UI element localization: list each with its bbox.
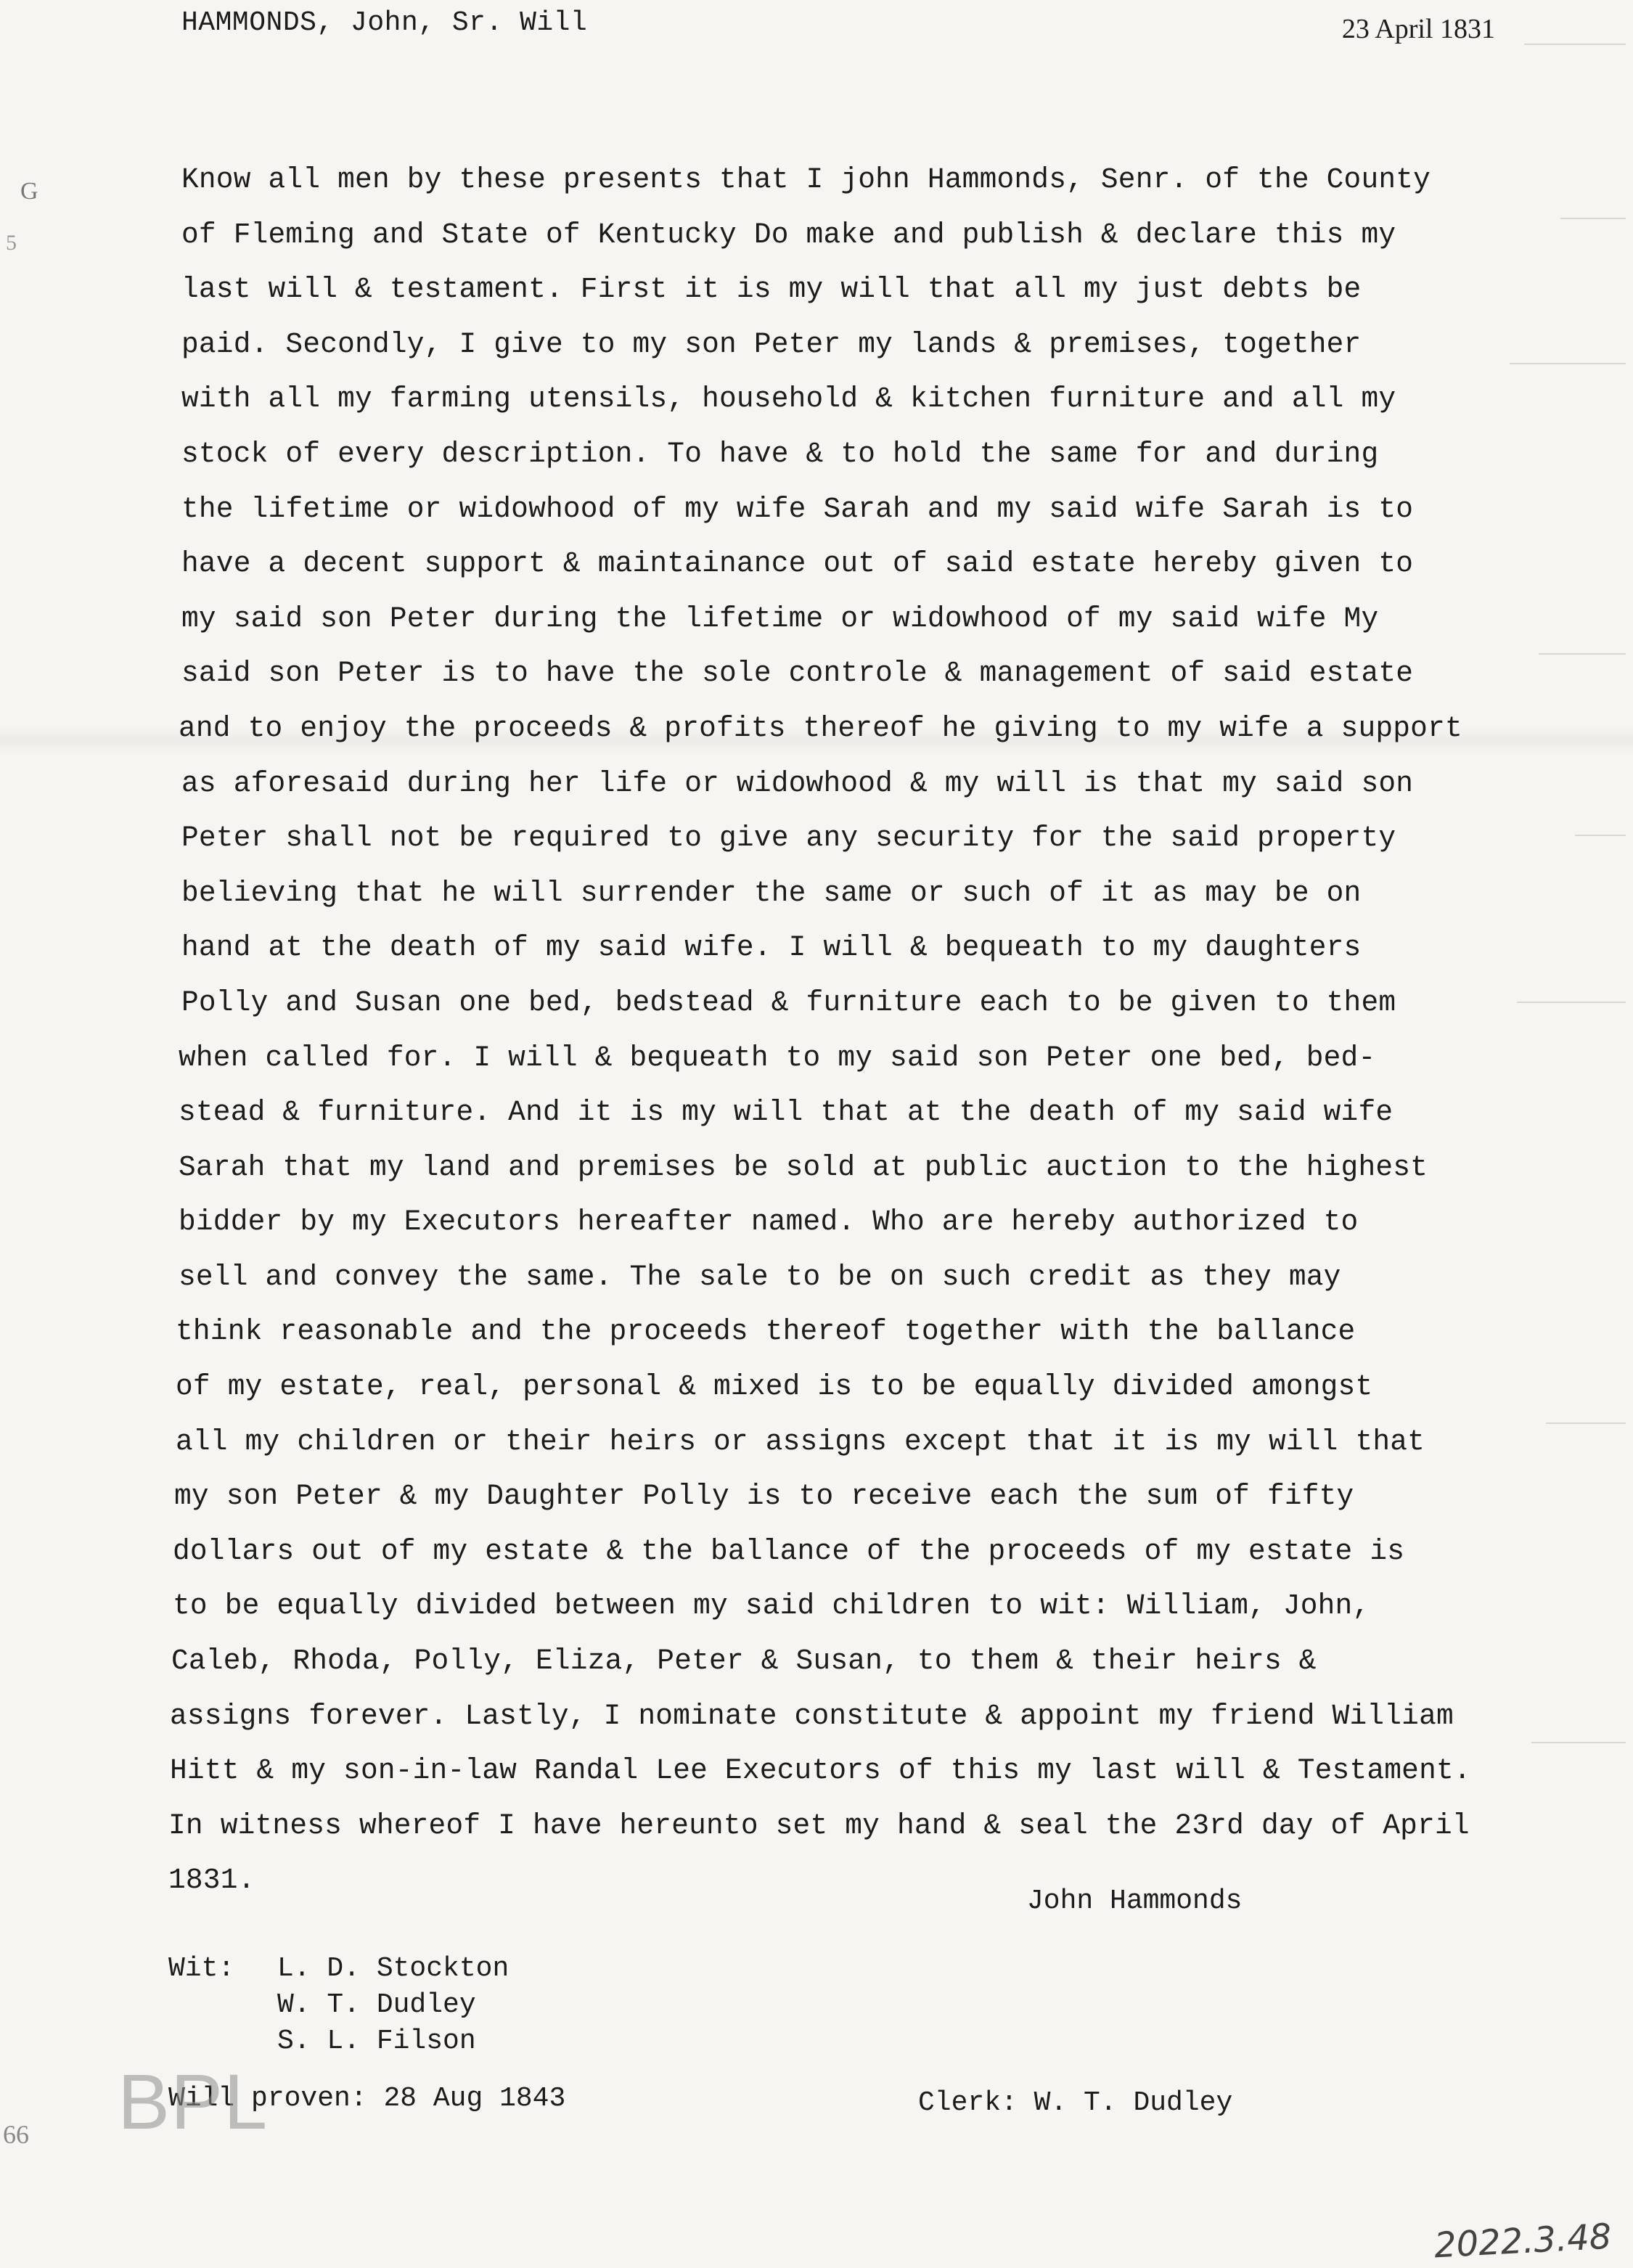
body-line: Know all men by these presents that I john Hammonds, Senr. of the County xyxy=(181,163,1431,196)
body-line: with all my farming utensils, household & kitchen furniture and all my xyxy=(181,382,1396,416)
body-line: In witness whereof I have hereunto set my hand & seal the 23rd day of April xyxy=(168,1809,1470,1842)
body-line: of my estate, real, personal & mixed is to be equally divided amongst xyxy=(176,1370,1373,1404)
body-line: my son Peter & my Daughter Polly is to receive each the sum of fifty xyxy=(174,1480,1354,1513)
body-line: last will & testament. First it is my will that all my just debts be xyxy=(181,273,1362,306)
body-line: Peter shall not be required to give any security for the said property xyxy=(181,822,1396,855)
body-line: hand at the death of my said wife. I will & bequeath to my daughters xyxy=(181,931,1362,965)
body-line: of Fleming and State of Kentucky Do make and publish & declare this my xyxy=(181,218,1396,251)
will-body-text xyxy=(168,152,1546,1908)
witness-name: W. T. Dudley xyxy=(277,1989,476,2021)
margin-mark-s: 5 xyxy=(6,231,17,255)
body-line: believing that he will surrender the same or such of it as may be on xyxy=(181,876,1362,909)
body-line: stock of every description. To have & to hold the same for and during xyxy=(181,437,1379,470)
witness-block xyxy=(168,1951,509,2060)
body-line: my said son Peter during the lifetime or widowhood of my said wife My xyxy=(181,602,1379,635)
document-date: 23 April 1831 xyxy=(1341,14,1495,44)
clerk-name: Clerk: W. T. Dudley xyxy=(918,2087,1233,2118)
body-line: stead & furniture. And it is my will that at the death of my said wife xyxy=(179,1096,1393,1129)
body-line: all my children or their heirs or assigns except that it is my will that xyxy=(176,1425,1425,1458)
witness-name: S. L. Filson xyxy=(277,2026,476,2057)
accession-number: 2022.3.48 xyxy=(1433,2216,1613,2267)
body-line: Hitt & my son-in-law Randal Lee Executors of this my last will & Testament. xyxy=(170,1754,1471,1788)
will-proven-date: Will proven: 28 Aug 1843 xyxy=(168,2083,566,2114)
body-line: as aforesaid during her life or widowhood & my will is that my said son xyxy=(181,766,1414,800)
body-line: have a decent support & maintainance out of said estate hereby given to xyxy=(181,547,1414,581)
body-line: sell and convey the same. The sale to be on such credit as they may xyxy=(179,1260,1341,1293)
body-line: assigns forever. Lastly, I nominate constitute & appoint my friend William xyxy=(170,1699,1454,1732)
bpl-watermark: BPL xyxy=(118,2058,269,2145)
body-line: Sarah that my land and premises be sold at public auction to the highest xyxy=(179,1150,1428,1184)
witness-label: Wit: xyxy=(168,1953,235,1984)
document-title: HAMMONDS, John, Sr. Will xyxy=(181,7,588,38)
body-line: to be equally divided between my said children to wit: William, John, xyxy=(173,1589,1370,1623)
margin-mark-g: G xyxy=(20,178,38,205)
body-line: dollars out of my estate & the ballance of the proceeds of my estate is xyxy=(173,1534,1405,1568)
body-line: Polly and Susan one bed, bedstead & furniture each to be given to them xyxy=(181,986,1396,1019)
body-line: when called for. I will & bequeath to my said son Peter one bed, bed- xyxy=(179,1041,1376,1074)
body-line: Caleb, Rhoda, Polly, Eliza, Peter & Susan, to them & their heirs & xyxy=(171,1645,1317,1678)
testator-signature: John Hammonds xyxy=(1027,1886,1243,1917)
body-line: bidder by my Executors hereafter named. Who are hereby authorized to xyxy=(179,1205,1359,1239)
body-line: think reasonable and the proceeds thereof together with the ballance xyxy=(176,1315,1356,1348)
body-line: the lifetime or widowhood of my wife Sarah and my said wife Sarah is to xyxy=(181,492,1414,525)
witness-name: L. D. Stockton xyxy=(277,1953,509,1984)
body-line: 1831. xyxy=(168,1864,255,1897)
body-line: said son Peter is to have the sole controle & management of said estate xyxy=(181,657,1414,690)
margin-mark-bottom: 66 xyxy=(3,2120,29,2149)
body-line: paid. Secondly, I give to my son Peter my lands & premises, together xyxy=(181,327,1362,361)
body-line: and to enjoy the proceeds & profits thereof he giving to my wife a support xyxy=(179,711,1462,745)
